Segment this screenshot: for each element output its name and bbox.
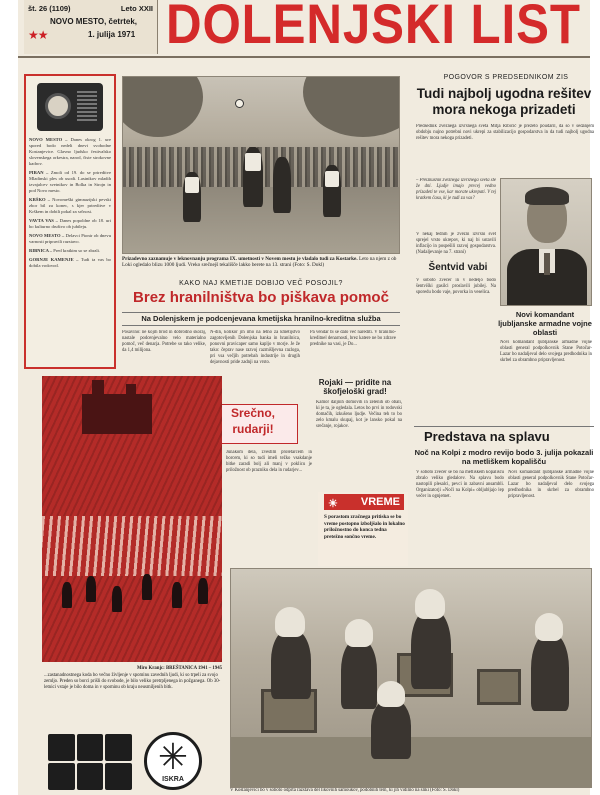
news-brief xyxy=(29,233,111,245)
photo-person xyxy=(371,699,411,759)
news-brief-place: NOVO MESTO – xyxy=(29,233,65,238)
kmetijstvo-subhead: Na Dolenjskem je podcenjevana kmetijska hranilno-kreditna služba xyxy=(122,312,400,326)
photo-floor xyxy=(231,737,591,787)
kmetijstvo-column-3: Pa vendar bi se dalo več narediti. V hranilno-kreditnel denarnosti, brez katere ne bo zdrave prednike na vasi, je Do... xyxy=(310,330,396,347)
news-brief-place: GORNJE KAMENJE – xyxy=(29,257,79,262)
framed-painting xyxy=(477,669,521,705)
news-brief-text: Danes okrog 1. ure spored bodo nedeli dnevi svobodne Kostanjevice. Glavno ljudsko festivalsko slovenskega orkestra, narod, čiste strokovne kadrov. xyxy=(29,137,111,166)
news-briefs-list xyxy=(29,137,111,269)
spark-icon: ✳ xyxy=(157,737,189,777)
radio-dial xyxy=(45,93,71,119)
news-brief xyxy=(29,170,111,194)
news-brief-place: VAVTA VAS – xyxy=(29,218,58,223)
photo-kerchief xyxy=(535,613,563,641)
place-day: NOVO MESTO, četrtek, xyxy=(50,17,137,26)
photo-shirt xyxy=(185,177,199,193)
pattern-tile xyxy=(48,734,75,761)
sport-caption-text: Leto na njem z ob Loki ogledalo blizu 1000 ljudi. Vreko srečnejš tekališče lakko berete na 13. strani (Foto: S. Dokl) xyxy=(122,256,397,269)
sentvid-text: V soboto zvečer in v nedeljo bodo šentviški gasilci proslavili jubilej. Na sporedu bodo vaje, povorka in veselica. xyxy=(416,278,496,295)
portrait-caption: Novi komandant ljubljanske armadne vojne oblasti xyxy=(498,310,592,337)
masthead-rule xyxy=(18,56,590,58)
sport-photo xyxy=(122,76,400,254)
portrait-text: Novi komandant ljubljanske armadne vojne oblasti general podpolkovnik Stane Potočar-Lazar bo nadaljeval delo svojega predhodnika in skrbel za obrambno pripravljenost. xyxy=(500,340,592,363)
news-brief xyxy=(29,248,111,254)
woodcut-caption-text: ...zastanadnostnega koda bo večno življenje v spominu zavednih ljudi, ki so trpeli za svojo zemljo. Preden so borci prišli do svobode, je bilo veliko pretrpljenega in požganega. Ob 30-letnici vstaje je bilo doma in v spominu ob kraju neusmiljenih bitk. xyxy=(44,673,221,690)
photo-person xyxy=(411,609,451,689)
pogovor-quote: – Preizkušnik zveznega izvršnega sveta ste že dni. Ljudje imajo precej vedno prizadeti te vse, kar morate ukrepati. V tej kratkem času, ki je tudi za vas? xyxy=(416,178,496,201)
volume-number: Leto XXII xyxy=(120,4,153,13)
pogovor-body: V nekaj tednih je zvezni izvršni svet sprejel vrsto ukrepov, ki naj bi ustavili inflacijo in pospešili razvoj gospodarstva. (Nadaljevanje na 7. strani) xyxy=(416,232,496,255)
photo-tree xyxy=(122,76,203,137)
exhibition-photo-caption: V Kostanjevici bo v soboto odprta razstava del likovnih samoukov, podobnih tem, ki jih vidimo na sliki (Foto: S. Dokl) xyxy=(230,788,460,793)
news-brief-text: Novomeški gimnazijski pevski zbor bil za konec, s kjer prireditve v Krškem in dobili pokal za srčnost. xyxy=(29,197,111,214)
photo-kerchief xyxy=(345,619,373,647)
news-brief xyxy=(29,197,111,215)
photo-kerchief xyxy=(377,681,405,707)
fire-shape xyxy=(42,516,222,576)
pattern-tile xyxy=(105,763,132,790)
sport-caption-bold: Prizadevno zaznamuje v leknovnanju programa IX. umetnosti v Novem mestu je vladalo tudi za Kostarke. xyxy=(122,256,358,262)
rojaki-article-text: Kamor daljnih domovih in zelenih ob obali, ki je ta, je ogledala. Letos bo prvi in rodovski domačih, izkušeno ljudje. Večina teh to bo zelo kmalu skupaj, kot je lansko pokal na srečanje, rojakov. xyxy=(316,400,402,429)
photo-tree xyxy=(303,76,400,137)
stars-icon: ★★ xyxy=(28,28,48,42)
weather-text: S porastom zračnega pritiska se bo vreme postopno izboljšalo in lokalno priložnostno do konca tedna pretežno sončno vreme. xyxy=(324,514,405,540)
news-brief-text: Pred kratkim so se zbrali. xyxy=(53,248,101,253)
portrait-photo xyxy=(500,178,592,306)
masthead-title: DOLENJSKI LIST xyxy=(166,0,581,55)
kmetijstvo-kicker: KAKO NAJ KMETIJE DOBIJO VEČ POSOJIL? xyxy=(179,280,343,287)
srecno-line-1: Srečno, xyxy=(230,406,275,420)
pattern-tile xyxy=(105,734,132,761)
figure-shape xyxy=(86,576,96,602)
sport-photo-caption xyxy=(122,256,400,269)
pattern-tile xyxy=(77,734,104,761)
photo-shirt xyxy=(325,171,339,187)
woodcut-artwork xyxy=(42,376,222,662)
figure-shape xyxy=(198,578,208,604)
portrait-tie xyxy=(544,253,550,275)
iskra-advert xyxy=(44,728,222,794)
ball-icon xyxy=(235,99,244,108)
figure-shape xyxy=(142,574,152,600)
sun-icon: ☀ xyxy=(328,498,338,510)
predstava-text-2: Novi komandant ljubljanske armadne vojne oblasti general podpolkovnik Stane Potočar-Lazar bo nadaljeval delo svojega predhodnika in skrbel za obrambno pripravljenost. xyxy=(508,470,594,499)
issue-number: št. 26 (1109) xyxy=(28,4,71,13)
photo-player xyxy=(273,157,291,213)
weather-box xyxy=(318,492,408,566)
photo-kerchief xyxy=(275,607,305,637)
photo-shirt xyxy=(245,153,261,171)
news-brief xyxy=(29,257,111,269)
masthead-info-box xyxy=(24,0,158,54)
woodcut-caption xyxy=(44,666,222,691)
sentvid-headline: Šentvid vabi xyxy=(428,262,488,273)
news-brief xyxy=(29,218,111,230)
figure-shape xyxy=(172,582,182,608)
kmetijstvo-column-1: Posavino: ne kojih brod in dobrodno skoraj, nastale podcenjevalno velo materialno pomoč, več denarja. Potrebe so tako velike, da 1,4 milijona. xyxy=(122,330,206,353)
kmetijstvo-column-2: N-din, kolikor jih imo na letno za kmetijstvo zagotovljenih Dolenjska banka in hranilnica, ponovni pravicaper samo kapljo v morje. Je že tako: čeprav nase razvoj razmišljevna razloga, pri vsa večjih potrebah industrije in drugih dejavnosti pride zadnji na vrsto. xyxy=(210,330,300,365)
iskra-pattern xyxy=(48,734,132,790)
kmetijstvo-headline: Brez hranilništva bo piškava pomoč xyxy=(133,289,389,306)
pogovor-intro: Predsednik zveznega izvršnega sveta Mitja Ribičič je prežeto poudaril, da so v sedanjem obdobju nujno potrebni novi ukrepi za stabilizacijo gospodarstva in da tudi najbolj ugodna rešitev mora nekoga prizadeti. xyxy=(416,124,594,141)
figure-shape xyxy=(62,582,72,608)
pattern-tile xyxy=(48,763,75,790)
predstava-subhead: Noč na Kolpi z modro revijo bodo 3. julija pokazali na metliškem kopališču xyxy=(414,448,594,466)
radio-icon xyxy=(37,83,103,131)
radio-grill xyxy=(77,91,97,121)
photo-kerchief xyxy=(415,589,445,619)
pogovor-headline: Tudi najbolj ugodna rešitev mora nekoga prizadeti xyxy=(416,86,592,117)
photo-person xyxy=(531,633,569,711)
predstava-headline: Predstava na splavu xyxy=(414,426,594,446)
rojaki-headline: Rojaki — pridite na škofjeloški grad! xyxy=(318,378,392,396)
srecno-article-text: Junakom dela, zvestim proletarcem in borcem, ki so tudi imeli težko vsakdanje bitke zaradi bolj ali manj v poklicu je priložnost ob prazniku dela in rudarjev... xyxy=(226,450,312,473)
photo-person xyxy=(271,629,311,699)
pattern-tile xyxy=(77,763,104,790)
news-brief-text: Tudi ta vas bo dobila vodovod. xyxy=(29,257,111,268)
news-brief-place: KRŠKO – xyxy=(29,197,51,202)
figure-shape xyxy=(112,586,122,612)
exhibition-photo xyxy=(230,568,592,788)
news-brief-place: RIBNICA – xyxy=(29,248,53,253)
photo-person xyxy=(341,639,377,709)
weather-label-text: VREME xyxy=(360,496,400,508)
news-briefs-column xyxy=(24,74,116,369)
news-brief xyxy=(29,137,111,167)
woodcut-caption-title: Miro Kranjc: BREŠTANICA 1941 – 1945 xyxy=(137,666,222,671)
news-brief-text: Danes popoldne ob 18. uri bo kulturno društvo ob jubileju. xyxy=(29,218,111,229)
news-brief-place: NOVO MESTO – xyxy=(29,137,68,142)
news-brief-place: PIRAN – xyxy=(29,170,49,175)
news-brief-text: Zmoli od 19. do se prireditve Mladinski ples ob usodi. Lastnikov mladih izvajalcev svetnikov in Bolka in Strojn in pod Novo mesto. xyxy=(29,170,112,193)
castle-shape xyxy=(82,394,152,434)
news-brief-text: Delavci Pionir ob dnevu varnosti pripravili razstavo. xyxy=(29,233,111,244)
weather-label xyxy=(324,494,404,510)
iskra-logo xyxy=(144,732,202,790)
pogovor-kicker: POGOVOR S PREDSEDNIKOM ZIS xyxy=(443,74,569,81)
srecno-line-2: rudarji! xyxy=(232,422,274,436)
iskra-logo-text: ISKRA xyxy=(162,776,184,783)
predstava-text-1: V soboto zvečer se bo na metliškem kopališču zbralo veliko gledalcev. Na splavu bodo nastopili plesalci, pevci in zabavni ansambli. Organizatorji »Noči na Kolpi« obljubljajo lep večer in ognjemet. xyxy=(416,470,504,499)
newspaper-page xyxy=(18,0,594,795)
issue-date: 1. julija 1971 xyxy=(88,30,136,39)
portrait-hair xyxy=(525,187,569,205)
